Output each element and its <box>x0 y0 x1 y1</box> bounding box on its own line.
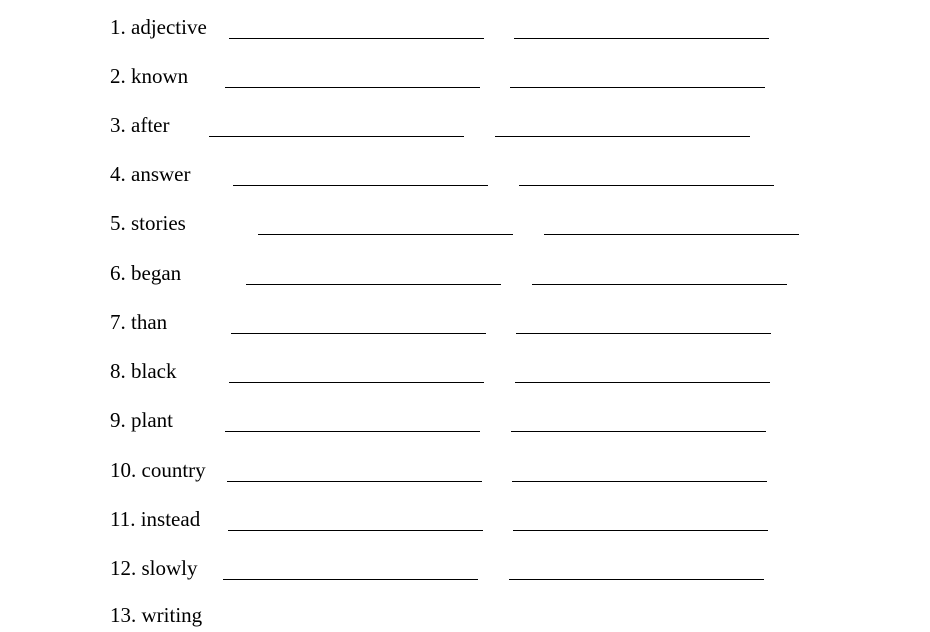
word-label: 5. stories <box>110 211 186 235</box>
answer-blank-2[interactable] <box>532 284 787 285</box>
word-label: 11. instead <box>110 507 201 531</box>
answer-blank-2[interactable] <box>515 382 770 383</box>
word-row-9 <box>110 407 910 437</box>
answer-blank-2[interactable] <box>511 431 766 432</box>
word-row-4 <box>110 161 910 191</box>
answer-blank-2[interactable] <box>495 136 750 137</box>
answer-blank-1[interactable] <box>231 333 486 334</box>
word-label: 7. than <box>110 310 168 334</box>
word-label: 9. plant <box>110 408 173 432</box>
answer-blank-2[interactable] <box>513 530 768 531</box>
word-label: 1. adjective <box>110 15 207 39</box>
word-row-10 <box>110 457 910 487</box>
word-row-2 <box>110 63 910 93</box>
word-row-5 <box>110 210 910 240</box>
answer-blank-1[interactable] <box>246 284 501 285</box>
answer-blank-1[interactable] <box>223 579 478 580</box>
word-row-13 <box>110 602 910 632</box>
answer-blank-1[interactable] <box>227 481 482 482</box>
word-row-3 <box>110 112 910 142</box>
word-row-11 <box>110 506 910 536</box>
answer-blank-2[interactable] <box>516 333 771 334</box>
answer-blank-2[interactable] <box>512 481 767 482</box>
answer-blank-2[interactable] <box>509 579 764 580</box>
word-label: 13. writing <box>110 603 203 627</box>
word-label: 4. answer <box>110 162 191 186</box>
word-label: 8. black <box>110 359 177 383</box>
answer-blank-1[interactable] <box>229 38 484 39</box>
answer-blank-1[interactable] <box>225 87 480 88</box>
word-label: 2. known <box>110 64 189 88</box>
word-row-8 <box>110 358 910 388</box>
answer-blank-1[interactable] <box>225 431 480 432</box>
answer-blank-1[interactable] <box>209 136 464 137</box>
answer-blank-1[interactable] <box>233 185 488 186</box>
word-row-7 <box>110 309 910 339</box>
word-label: 10. country <box>110 458 206 482</box>
word-row-6 <box>110 260 910 290</box>
word-row-1 <box>110 14 910 44</box>
answer-blank-1[interactable] <box>229 382 484 383</box>
word-row-12 <box>110 555 910 585</box>
answer-blank-1[interactable] <box>258 234 513 235</box>
answer-blank-2[interactable] <box>510 87 765 88</box>
answer-blank-2[interactable] <box>544 234 799 235</box>
word-label: 6. began <box>110 261 182 285</box>
answer-blank-1[interactable] <box>228 530 483 531</box>
answer-blank-2[interactable] <box>519 185 774 186</box>
answer-blank-2[interactable] <box>514 38 769 39</box>
word-label: 3. after <box>110 113 170 137</box>
word-label: 12. slowly <box>110 556 198 580</box>
